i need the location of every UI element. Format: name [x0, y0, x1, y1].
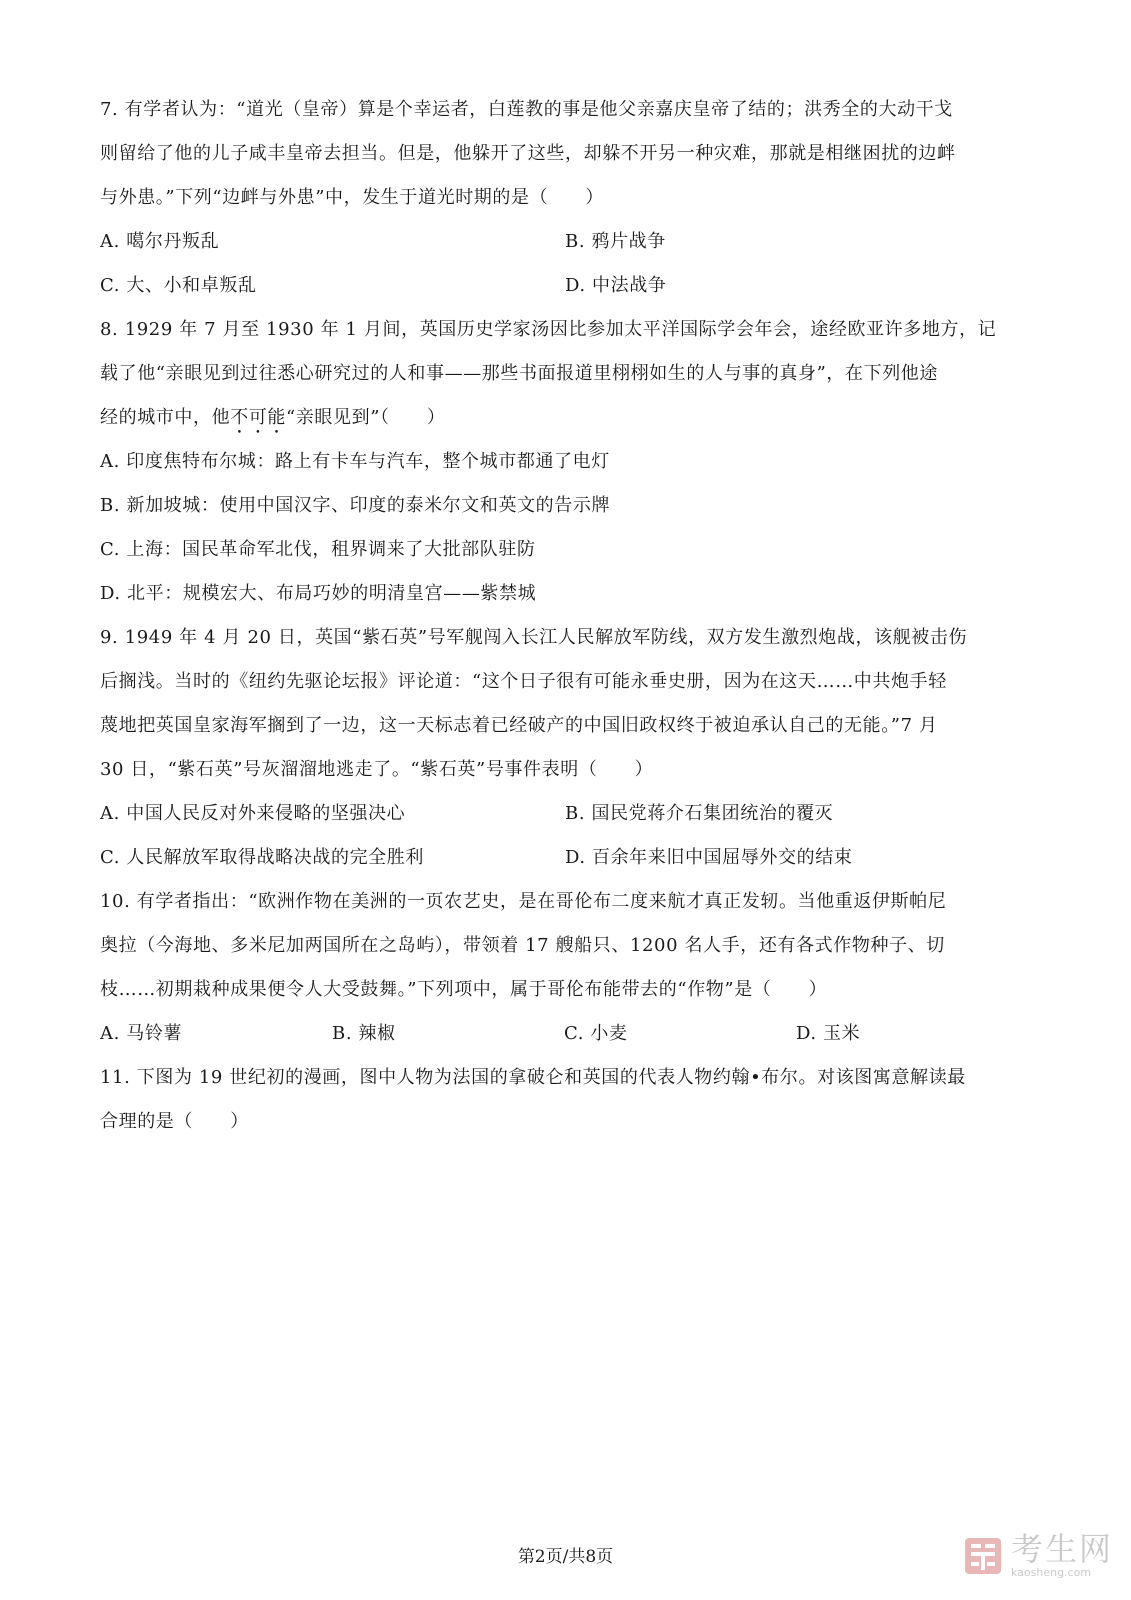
question-11-line-1: 11. 下图为 19 世纪初的漫画，图中人物为法国的拿破仑和英国的代表人物约翰•布尔。对该图寓意解读最	[100, 1067, 966, 1088]
questions-content	[100, 88, 1030, 1144]
question-9-options-row-2	[100, 836, 1030, 880]
question-9-line-4: 30 日，“紫石英”号灰溜溜地逃走了。“紫石英”号事件表明（ ）	[100, 759, 654, 780]
question-9-line-3: 蔑地把英国皇家海军搁到了一边，这一天标志着已经破产的中国旧政权终于被迫承认自己的无能。”7 月	[100, 715, 938, 736]
question-10	[100, 880, 1030, 1056]
question-8-line-1: 8. 1929 年 7 月至 1930 年 1 月间，英国历史学家汤因比参加太平洋国际学会年会，途经欧亚许多地方，记	[100, 319, 997, 340]
question-11	[100, 1056, 1030, 1144]
question-9-options-row-1	[100, 792, 1030, 836]
question-9-option-d: D. 百余年来旧中国屈辱外交的结束	[565, 847, 853, 868]
question-9-line-2: 后搁浅。当时的《纽约先驱论坛报》评论道：“这个日子很有可能永垂史册，因为在这天……中共炮手轻	[100, 671, 947, 692]
question-8-line-2: 载了他“亲眼见到过往悉心研究过的人和事——那些书面报道里栩栩如生的人与事的真身”，在下列他途	[100, 363, 938, 384]
question-8-line-3	[100, 396, 1030, 440]
question-7-line-2: 则留给了他的儿子咸丰皇帝去担当。但是，他躲开了这些，却躲不开另一种灾难，那就是相继困扰的边衅	[100, 143, 956, 164]
question-10-option-d: D. 玉米	[796, 1023, 861, 1044]
question-10-line-3: 枝……初期栽种成果便令人大受鼓舞。”下列项中，属于哥伦布能带去的“作物”是（ ）	[100, 979, 828, 1000]
question-8-option-d: D. 北平：规模宏大、布局巧妙的明清皇宫——紫禁城	[100, 583, 537, 604]
question-8-option-b: B. 新加坡城：使用中国汉字、印度的泰米尔文和英文的告示牌	[100, 495, 611, 516]
question-7-line-1: 7. 有学者认为：“道光（皇帝）算是个幸运者，白莲教的事是他父亲嘉庆皇帝了结的；洪秀全的大动干戈	[100, 99, 953, 120]
question-7-line-3: 与外患。”下列“边衅与外患”中，发生于道光时期的是（ ）	[100, 187, 605, 208]
page-number-footer: 第2页/共8页	[517, 1547, 614, 1567]
watermark	[961, 1530, 1113, 1579]
question-7-options-row-2	[100, 264, 1030, 308]
question-8-option-a: A. 印度焦特布尔城：路上有卡车与汽车，整个城市都通了电灯	[100, 451, 610, 472]
question-7	[100, 88, 1030, 308]
question-9-line-1: 9. 1949 年 4 月 20 日，英国“紫石英”号军舰闯入长江人民解放军防线，双方发生激烈炮战，该舰被击伤	[100, 627, 968, 648]
question-11-line-2: 合理的是（ ）	[100, 1111, 249, 1132]
question-8-line-3-prefix: 经的城市中，他	[100, 407, 231, 428]
question-10-line-2: 奥拉（今海地、多米尼加两国所在之岛屿），带领着 17 艘船只、1200 名人手，还有各式作物种子、切	[100, 935, 945, 956]
question-8	[100, 308, 1030, 616]
watermark-chinese-text: 考生网	[1010, 1530, 1113, 1568]
question-9-option-a: A. 中国人民反对外来侵略的坚强决心	[100, 803, 406, 824]
question-8-line-3-suffix: “亲眼见到”（ ）	[286, 407, 446, 428]
question-8-emphasis-text: 不可能	[230, 407, 287, 428]
watermark-domain-text: kaosheng.com	[1010, 1566, 1092, 1579]
question-9-option-c: C. 人民解放军取得战略决战的完全胜利	[100, 847, 424, 868]
question-10-options-row	[100, 1012, 1030, 1056]
kaosheng-logo-icon	[961, 1534, 1005, 1578]
question-7-option-d: D. 中法战争	[565, 275, 667, 296]
question-8-option-c: C. 上海：国民革命军北伐，租界调来了大批部队驻防	[100, 539, 536, 560]
question-10-option-c: C. 小麦	[564, 1023, 628, 1044]
question-7-options-row-1	[100, 220, 1030, 264]
question-10-option-b: B. 辣椒	[332, 1023, 396, 1044]
watermark-text	[1010, 1530, 1113, 1579]
question-7-option-a: A. 噶尔丹叛乱	[100, 231, 220, 252]
question-9	[100, 616, 1030, 880]
question-9-option-b: B. 国民党蒋介石集团统治的覆灭	[565, 803, 834, 824]
question-7-option-c: C. 大、小和卓叛乱	[100, 275, 257, 296]
question-10-line-1: 10. 有学者指出：“欧洲作物在美洲的一页农艺史，是在哥伦布二度来航才真正发轫。当他重返伊斯帕尼	[100, 891, 947, 912]
question-10-option-a: A. 马铃薯	[100, 1023, 183, 1044]
question-7-option-b: B. 鸦片战争	[565, 231, 666, 252]
